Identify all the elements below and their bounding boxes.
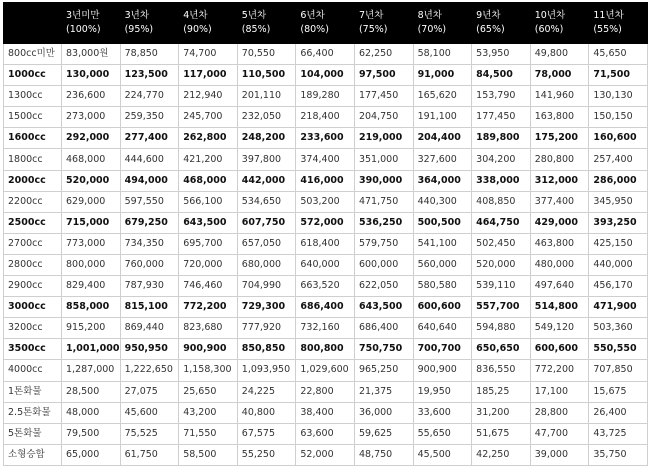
value-cell: 539,110 [472, 276, 531, 297]
row-label-cell: 5톤화물 [4, 423, 62, 444]
column-header [354, 3, 413, 44]
value-cell: 78,000 [530, 65, 589, 86]
column-header-years: 7년차 [358, 10, 384, 21]
value-cell: 800,800 [296, 339, 355, 360]
value-cell: 84,500 [472, 65, 531, 86]
value-cell: 720,000 [179, 254, 238, 275]
value-cell: 53,950 [472, 44, 531, 65]
row-label-cell: 2200cc [4, 191, 62, 212]
table-row [4, 297, 648, 318]
value-cell: 55,250 [237, 444, 296, 465]
tax-table-container [3, 2, 648, 466]
table-row [4, 254, 648, 275]
value-cell: 165,620 [413, 86, 472, 107]
value-cell: 191,100 [413, 107, 472, 128]
column-header [179, 3, 238, 44]
value-cell: 31,200 [472, 402, 531, 423]
value-cell: 150,150 [589, 107, 648, 128]
column-header-rate: (85%) [241, 24, 271, 35]
table-row [4, 128, 648, 149]
value-cell: 700,700 [413, 339, 472, 360]
value-cell: 262,800 [179, 128, 238, 149]
value-cell: 629,000 [62, 191, 121, 212]
value-cell: 704,990 [237, 276, 296, 297]
value-cell: 66,400 [296, 44, 355, 65]
row-label-cell: 4000cc [4, 360, 62, 381]
value-cell: 600,600 [413, 297, 472, 318]
value-cell: 456,170 [589, 276, 648, 297]
value-cell: 47,700 [530, 423, 589, 444]
column-header-rate: (95%) [124, 24, 154, 35]
value-cell: 408,850 [472, 191, 531, 212]
value-cell: 750,750 [354, 339, 413, 360]
value-cell: 1,158,300 [179, 360, 238, 381]
value-cell: 61,750 [120, 444, 179, 465]
row-label-cell: 3200cc [4, 318, 62, 339]
value-cell: 219,000 [354, 128, 413, 149]
table-row [4, 360, 648, 381]
value-cell: 123,500 [120, 65, 179, 86]
value-cell: 374,400 [296, 149, 355, 170]
value-cell: 643,500 [179, 212, 238, 233]
column-header [589, 3, 648, 44]
value-cell: 425,150 [589, 233, 648, 254]
value-cell: 91,000 [413, 65, 472, 86]
value-cell: 62,250 [354, 44, 413, 65]
value-cell: 204,750 [354, 107, 413, 128]
value-cell: 950,950 [120, 339, 179, 360]
header-corner-cell [4, 3, 62, 44]
value-cell: 440,300 [413, 191, 472, 212]
value-cell: 836,550 [472, 360, 531, 381]
value-cell: 117,000 [179, 65, 238, 86]
table-row [4, 65, 648, 86]
table-row [4, 276, 648, 297]
value-cell: 442,000 [237, 170, 296, 191]
column-header-rate: (65%) [476, 24, 505, 35]
value-cell: 1,287,000 [62, 360, 121, 381]
value-cell: 71,500 [589, 65, 648, 86]
value-cell: 28,800 [530, 402, 589, 423]
value-cell: 259,350 [120, 107, 179, 128]
value-cell: 600,000 [354, 254, 413, 275]
value-cell: 351,000 [354, 149, 413, 170]
value-cell: 1,222,650 [120, 360, 179, 381]
column-header-rate: (75%) [358, 24, 388, 35]
value-cell: 304,200 [472, 149, 531, 170]
row-label-cell: 1000cc [4, 65, 62, 86]
value-cell: 760,000 [120, 254, 179, 275]
column-header-years: 6년차 [300, 10, 325, 21]
row-label-cell: 1300cc [4, 86, 62, 107]
table-row [4, 170, 648, 191]
value-cell: 549,120 [530, 318, 589, 339]
column-header-years: 11년차 [593, 10, 624, 21]
value-cell: 618,400 [296, 233, 355, 254]
value-cell: 734,350 [120, 233, 179, 254]
value-cell: 1,029,600 [296, 360, 355, 381]
value-cell: 377,400 [530, 191, 589, 212]
table-header [4, 3, 648, 44]
value-cell: 45,600 [120, 402, 179, 423]
value-cell: 640,000 [296, 254, 355, 275]
column-header-years: 5년차 [241, 10, 267, 21]
value-cell: 130,130 [589, 86, 648, 107]
column-header-years: 3년차 [124, 10, 149, 21]
column-header-rate: (60%) [534, 24, 564, 35]
table-row [4, 149, 648, 170]
value-cell: 153,790 [472, 86, 531, 107]
row-label-cell: 1톤화물 [4, 381, 62, 402]
value-cell: 787,930 [120, 276, 179, 297]
value-cell: 130,000 [62, 65, 121, 86]
value-cell: 732,160 [296, 318, 355, 339]
value-cell: 900,900 [179, 339, 238, 360]
value-cell: 772,200 [179, 297, 238, 318]
value-cell: 59,625 [354, 423, 413, 444]
value-cell: 79,500 [62, 423, 121, 444]
value-cell: 48,000 [62, 402, 121, 423]
value-cell: 189,800 [472, 128, 531, 149]
value-cell: 1,001,000 [62, 339, 121, 360]
table-row [4, 339, 648, 360]
row-label-cell: 1600cc [4, 128, 62, 149]
value-cell: 560,000 [413, 254, 472, 275]
value-cell: 869,440 [120, 318, 179, 339]
value-cell: 177,450 [354, 86, 413, 107]
value-cell: 444,600 [120, 149, 179, 170]
value-cell: 83,000원 [62, 44, 121, 65]
value-cell: 514,800 [530, 297, 589, 318]
value-cell: 248,200 [237, 128, 296, 149]
value-cell: 327,600 [413, 149, 472, 170]
row-label-cell: 2700cc [4, 233, 62, 254]
value-cell: 464,750 [472, 212, 531, 233]
value-cell: 35,750 [589, 444, 648, 465]
row-label-cell: 2000cc [4, 170, 62, 191]
value-cell: 175,200 [530, 128, 589, 149]
value-cell: 494,000 [120, 170, 179, 191]
row-label-cell: 소형승합 [4, 444, 62, 465]
value-cell: 218,400 [296, 107, 355, 128]
value-cell: 643,500 [354, 297, 413, 318]
table-row [4, 212, 648, 233]
value-cell: 245,700 [179, 107, 238, 128]
value-cell: 36,000 [354, 402, 413, 423]
value-cell: 364,000 [413, 170, 472, 191]
table-row [4, 44, 648, 65]
value-cell: 500,500 [413, 212, 472, 233]
value-cell: 416,000 [296, 170, 355, 191]
value-cell: 815,100 [120, 297, 179, 318]
value-cell: 536,250 [354, 212, 413, 233]
value-cell: 503,360 [589, 318, 648, 339]
value-cell: 273,000 [62, 107, 121, 128]
value-cell: 429,000 [530, 212, 589, 233]
value-cell: 189,280 [296, 86, 355, 107]
value-cell: 557,700 [472, 297, 531, 318]
value-cell: 572,000 [296, 212, 355, 233]
value-cell: 680,000 [237, 254, 296, 275]
value-cell: 257,400 [589, 149, 648, 170]
row-label-cell: 2500cc [4, 212, 62, 233]
value-cell: 594,880 [472, 318, 531, 339]
value-cell: 550,550 [589, 339, 648, 360]
column-header [530, 3, 589, 44]
value-cell: 520,000 [472, 254, 531, 275]
value-cell: 480,000 [530, 254, 589, 275]
column-header [62, 3, 121, 44]
value-cell: 185,25 [472, 381, 531, 402]
row-label-cell: 800cc미만 [4, 44, 62, 65]
value-cell: 746,460 [179, 276, 238, 297]
value-cell: 212,940 [179, 86, 238, 107]
row-label-cell: 1800cc [4, 149, 62, 170]
value-cell: 97,500 [354, 65, 413, 86]
value-cell: 580,580 [413, 276, 472, 297]
value-cell: 224,770 [120, 86, 179, 107]
value-cell: 232,050 [237, 107, 296, 128]
value-cell: 663,520 [296, 276, 355, 297]
table-row [4, 423, 648, 444]
table-row [4, 402, 648, 423]
column-header [296, 3, 355, 44]
value-cell: 292,000 [62, 128, 121, 149]
table-row [4, 381, 648, 402]
value-cell: 43,200 [179, 402, 238, 423]
value-cell: 163,800 [530, 107, 589, 128]
value-cell: 468,000 [179, 170, 238, 191]
value-cell: 204,400 [413, 128, 472, 149]
value-cell: 1,093,950 [237, 360, 296, 381]
value-cell: 421,200 [179, 149, 238, 170]
value-cell: 42,250 [472, 444, 531, 465]
value-cell: 40,800 [237, 402, 296, 423]
value-cell: 497,640 [530, 276, 589, 297]
value-cell: 177,450 [472, 107, 531, 128]
value-cell: 534,650 [237, 191, 296, 212]
value-cell: 277,400 [120, 128, 179, 149]
value-cell: 25,650 [179, 381, 238, 402]
value-cell: 850,850 [237, 339, 296, 360]
table-row [4, 191, 648, 212]
value-cell: 110,500 [237, 65, 296, 86]
column-header-years: 10년차 [534, 10, 566, 21]
value-cell: 71,550 [179, 423, 238, 444]
column-header-rate: (70%) [417, 24, 447, 35]
value-cell: 566,100 [179, 191, 238, 212]
value-cell: 541,100 [413, 233, 472, 254]
table-row [4, 86, 648, 107]
table-row [4, 233, 648, 254]
value-cell: 679,250 [120, 212, 179, 233]
column-header-years: 9년차 [476, 10, 501, 21]
value-cell: 58,500 [179, 444, 238, 465]
value-cell: 70,550 [237, 44, 296, 65]
value-cell: 286,000 [589, 170, 648, 191]
value-cell: 520,000 [62, 170, 121, 191]
value-cell: 55,650 [413, 423, 472, 444]
value-cell: 52,000 [296, 444, 355, 465]
value-cell: 28,500 [62, 381, 121, 402]
column-header-rate: (55%) [593, 24, 622, 35]
row-label-cell: 1500cc [4, 107, 62, 128]
value-cell: 829,400 [62, 276, 121, 297]
value-cell: 695,700 [179, 233, 238, 254]
value-cell: 777,920 [237, 318, 296, 339]
value-cell: 650,650 [472, 339, 531, 360]
value-cell: 772,200 [530, 360, 589, 381]
value-cell: 33,600 [413, 402, 472, 423]
row-label-cell: 3500cc [4, 339, 62, 360]
value-cell: 24,225 [237, 381, 296, 402]
value-cell: 280,800 [530, 149, 589, 170]
value-cell: 502,450 [472, 233, 531, 254]
value-cell: 640,640 [413, 318, 472, 339]
column-header [237, 3, 296, 44]
value-cell: 43,725 [589, 423, 648, 444]
value-cell: 823,680 [179, 318, 238, 339]
column-header-rate: (80%) [300, 24, 329, 35]
value-cell: 74,700 [179, 44, 238, 65]
value-cell: 38,400 [296, 402, 355, 423]
value-cell: 440,000 [589, 254, 648, 275]
column-header [472, 3, 531, 44]
value-cell: 715,000 [62, 212, 121, 233]
value-cell: 312,000 [530, 170, 589, 191]
value-cell: 26,400 [589, 402, 648, 423]
value-cell: 597,550 [120, 191, 179, 212]
value-cell: 48,750 [354, 444, 413, 465]
value-cell: 51,675 [472, 423, 531, 444]
value-cell: 45,650 [589, 44, 648, 65]
value-cell: 600,600 [530, 339, 589, 360]
value-cell: 900,900 [413, 360, 472, 381]
value-cell: 607,750 [237, 212, 296, 233]
column-header [413, 3, 472, 44]
row-label-cell: 2.5톤화물 [4, 402, 62, 423]
table-row [4, 107, 648, 128]
value-cell: 390,000 [354, 170, 413, 191]
value-cell: 338,000 [472, 170, 531, 191]
column-header-years: 8년차 [417, 10, 442, 21]
car-tax-table [3, 2, 648, 466]
value-cell: 17,100 [530, 381, 589, 402]
value-cell: 78,850 [120, 44, 179, 65]
header-row [4, 3, 648, 44]
row-label-cell: 2900cc [4, 276, 62, 297]
value-cell: 729,300 [237, 297, 296, 318]
value-cell: 622,050 [354, 276, 413, 297]
value-cell: 707,850 [589, 360, 648, 381]
value-cell: 858,000 [62, 297, 121, 318]
column-header [120, 3, 179, 44]
table-body [4, 44, 648, 466]
value-cell: 141,960 [530, 86, 589, 107]
value-cell: 67,575 [237, 423, 296, 444]
value-cell: 657,050 [237, 233, 296, 254]
value-cell: 21,375 [354, 381, 413, 402]
value-cell: 19,950 [413, 381, 472, 402]
value-cell: 75,525 [120, 423, 179, 444]
value-cell: 104,000 [296, 65, 355, 86]
row-label-cell: 3000cc [4, 297, 62, 318]
value-cell: 397,800 [237, 149, 296, 170]
value-cell: 471,900 [589, 297, 648, 318]
value-cell: 463,800 [530, 233, 589, 254]
value-cell: 579,750 [354, 233, 413, 254]
value-cell: 49,800 [530, 44, 589, 65]
value-cell: 58,100 [413, 44, 472, 65]
value-cell: 233,600 [296, 128, 355, 149]
value-cell: 345,950 [589, 191, 648, 212]
value-cell: 27,075 [120, 381, 179, 402]
row-label-cell: 2800cc [4, 254, 62, 275]
column-header-years: 4년차 [183, 10, 208, 21]
table-row [4, 444, 648, 465]
table-row [4, 318, 648, 339]
value-cell: 915,200 [62, 318, 121, 339]
value-cell: 468,000 [62, 149, 121, 170]
value-cell: 63,600 [296, 423, 355, 444]
value-cell: 160,600 [589, 128, 648, 149]
value-cell: 965,250 [354, 360, 413, 381]
value-cell: 45,500 [413, 444, 472, 465]
value-cell: 65,000 [62, 444, 121, 465]
value-cell: 39,000 [530, 444, 589, 465]
value-cell: 393,250 [589, 212, 648, 233]
value-cell: 236,600 [62, 86, 121, 107]
value-cell: 800,000 [62, 254, 121, 275]
value-cell: 471,750 [354, 191, 413, 212]
value-cell: 773,000 [62, 233, 121, 254]
value-cell: 686,400 [296, 297, 355, 318]
column-header-years: 3년미만 [66, 10, 100, 21]
value-cell: 201,110 [237, 86, 296, 107]
value-cell: 503,200 [296, 191, 355, 212]
value-cell: 686,400 [354, 318, 413, 339]
column-header-rate: (90%) [183, 24, 212, 35]
value-cell: 22,800 [296, 381, 355, 402]
column-header-rate: (100%) [66, 24, 101, 35]
value-cell: 15,675 [589, 381, 648, 402]
